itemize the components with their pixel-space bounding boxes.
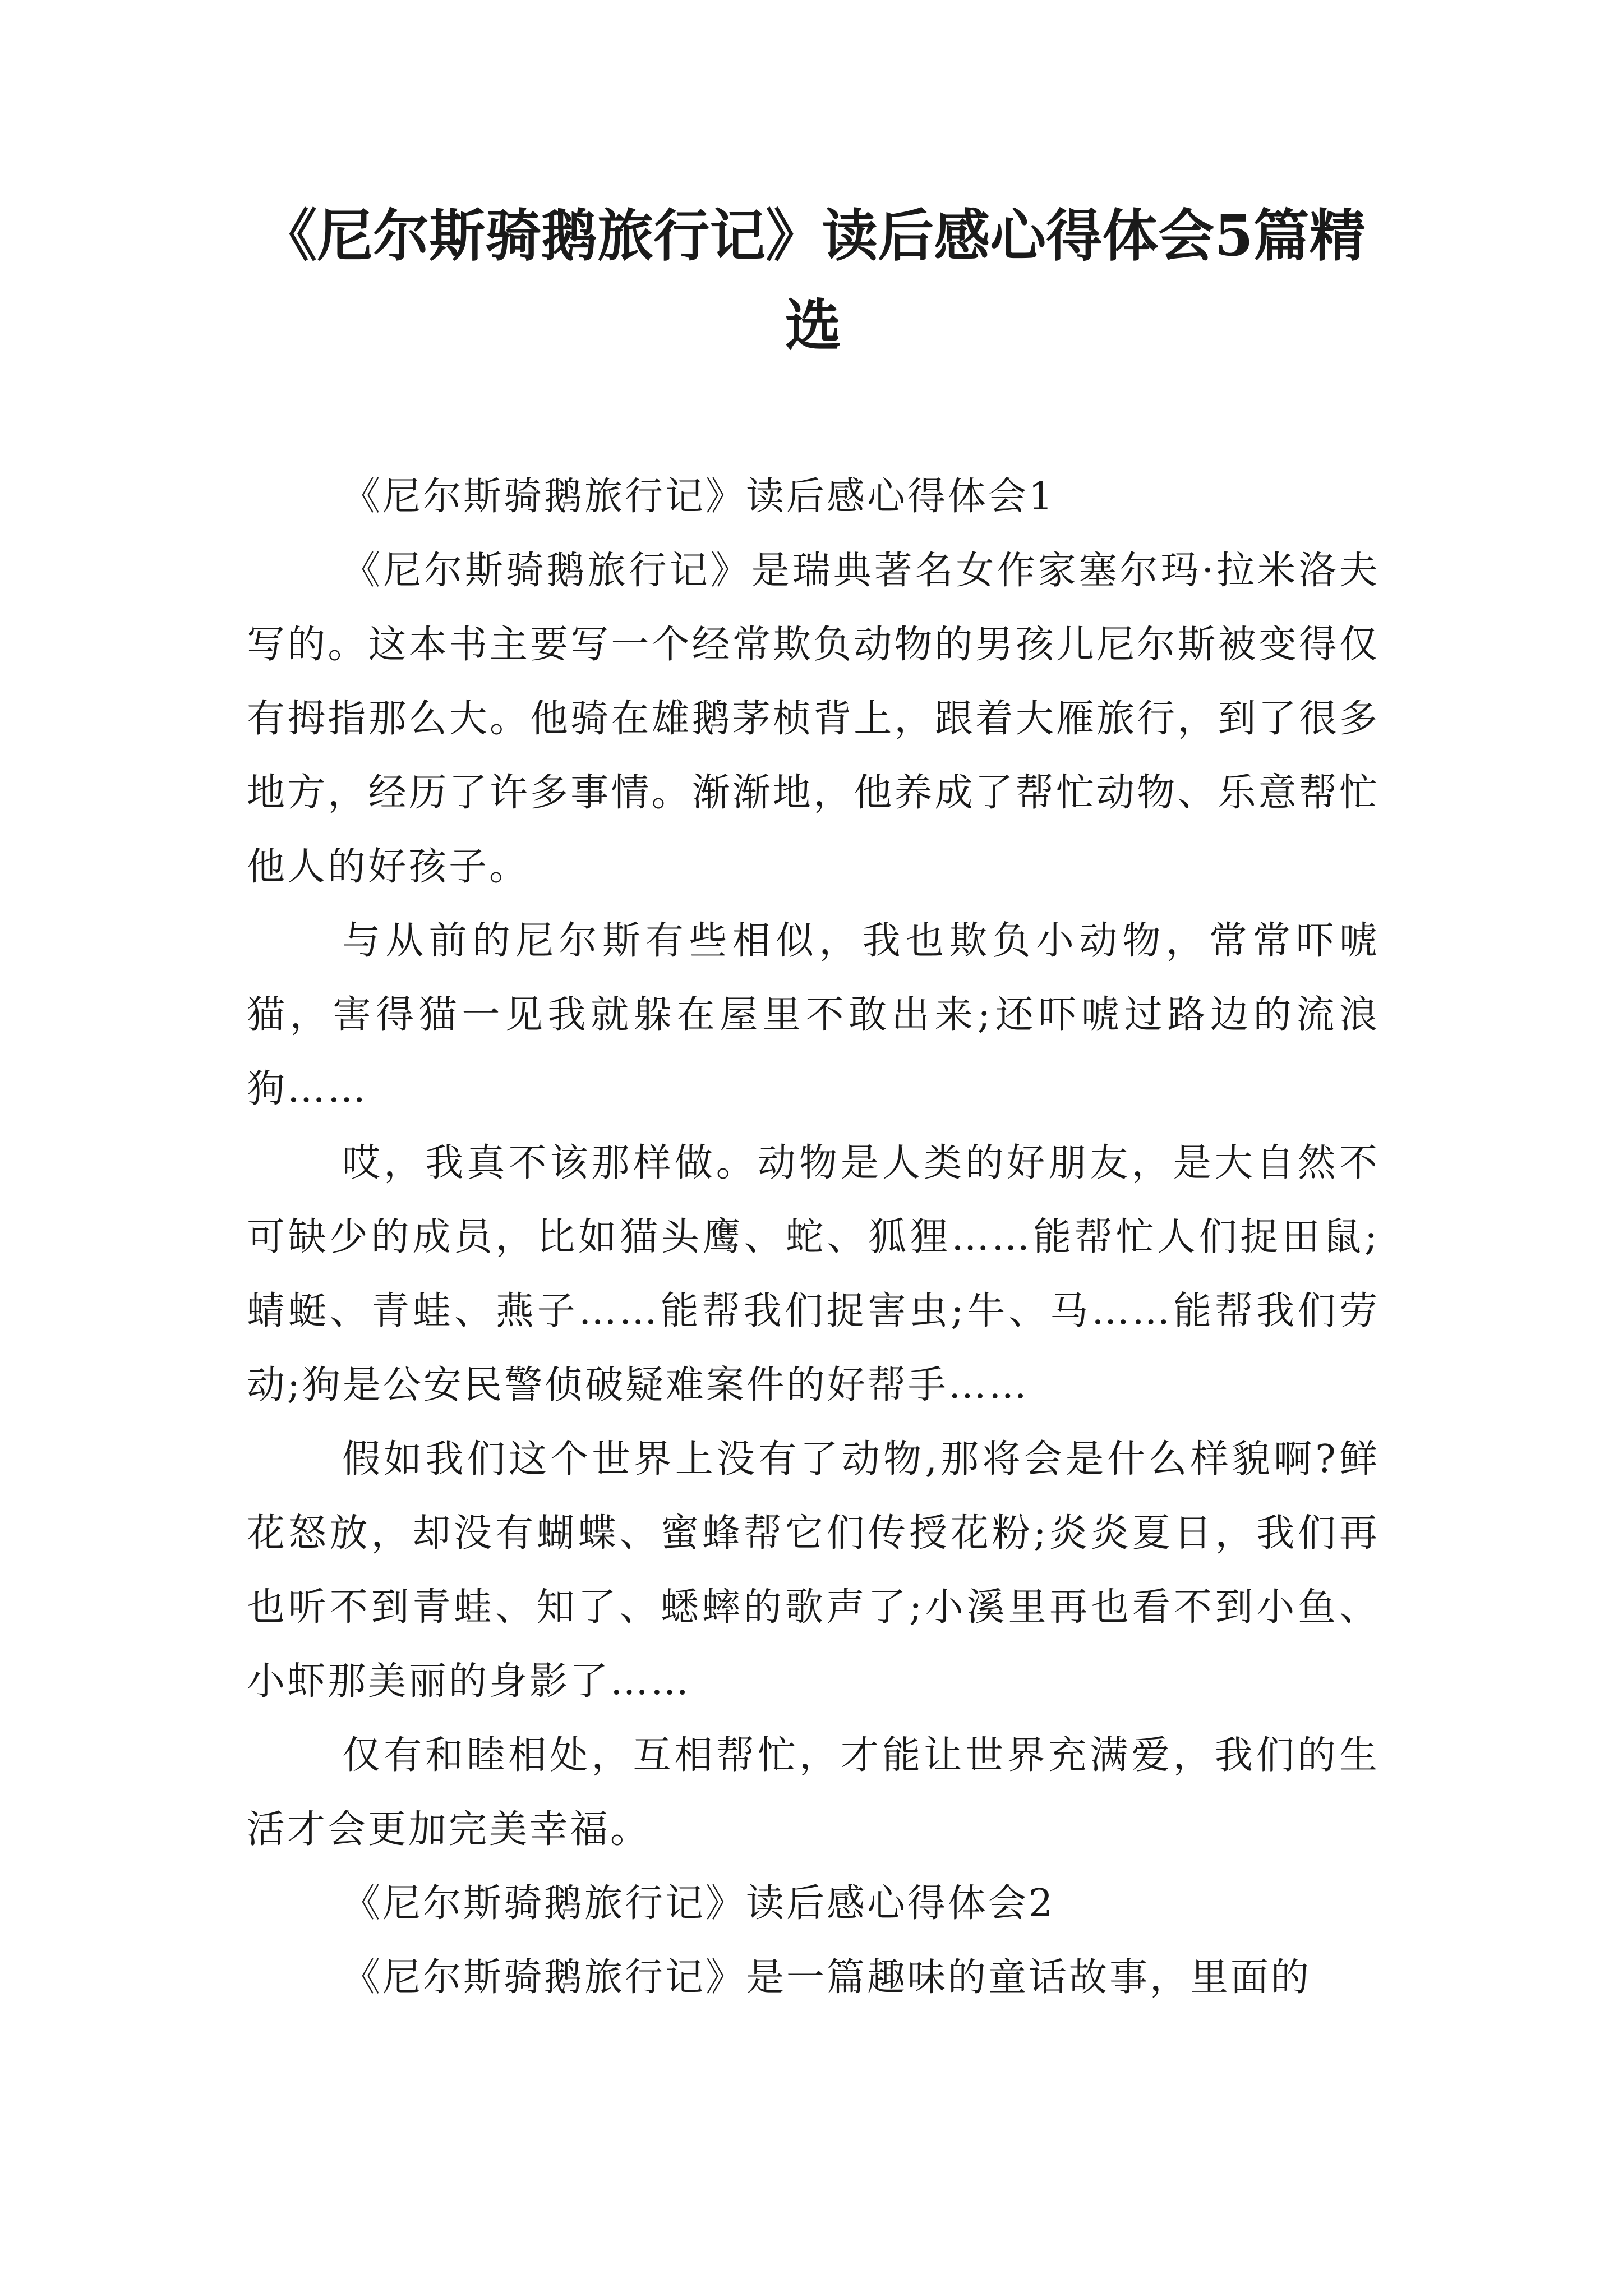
section-heading-1: 《尼尔斯骑鹅旅行记》读后感心得体会1	[342, 475, 1055, 519]
paragraph: 《尼尔斯骑鹅旅行记》是一篇趣味的童话故事，里面的	[342, 1955, 1312, 2000]
section-heading-2: 《尼尔斯骑鹅旅行记》读后感心得体会2	[342, 1881, 1055, 1926]
paragraph: 仅有和睦相处，互相帮忙，才能让世界充满爱，我们的生活才会更加完美幸福。	[247, 1733, 1380, 1852]
paragraph: 与从前的尼尔斯有些相似，我也欺负小动物，常常吓唬猫，害得猫一见我就躲在屋里不敢出来;还吓唬过路边的流浪狗……	[247, 919, 1380, 1111]
paragraph: 《尼尔斯骑鹅旅行记》是瑞典著名女作家塞尔玛·拉米洛夫写的。这本书主要写一个经常欺负动物的男孩儿尼尔斯被变得仅有拇指那么大。他骑在雄鹅茅桢背上，跟着大雁旅行，到了很多地方，经历了许多事情。渐渐地，他养成了帮忙动物、乐意帮忙他人的好孩子。	[247, 549, 1380, 889]
document-title: 《尼尔斯骑鹅旅行记》读后感心得体会5篇精选	[261, 203, 1366, 358]
paragraph: 哎，我真不该那样做。动物是人类的好朋友，是大自然不可缺少的成员，比如猫头鹰、蛇、狐狸……能帮忙人们捉田鼠;蜻蜓、青蛙、燕子……能帮我们捉害虫;牛、马……能帮我们劳动;狗是公安民警侦破疑难案件的好帮手……	[247, 1141, 1380, 1407]
document-body	[247, 460, 1380, 2015]
paragraph: 假如我们这个世界上没有了动物,那将会是什么样貌啊?鲜花怒放，却没有蝴蝶、蜜蜂帮它们传授花粉;炎炎夏日，我们再也听不到青蛙、知了、蟋蟀的歌声了;小溪里再也看不到小鱼、小虾那美丽的身影了……	[247, 1437, 1380, 1704]
